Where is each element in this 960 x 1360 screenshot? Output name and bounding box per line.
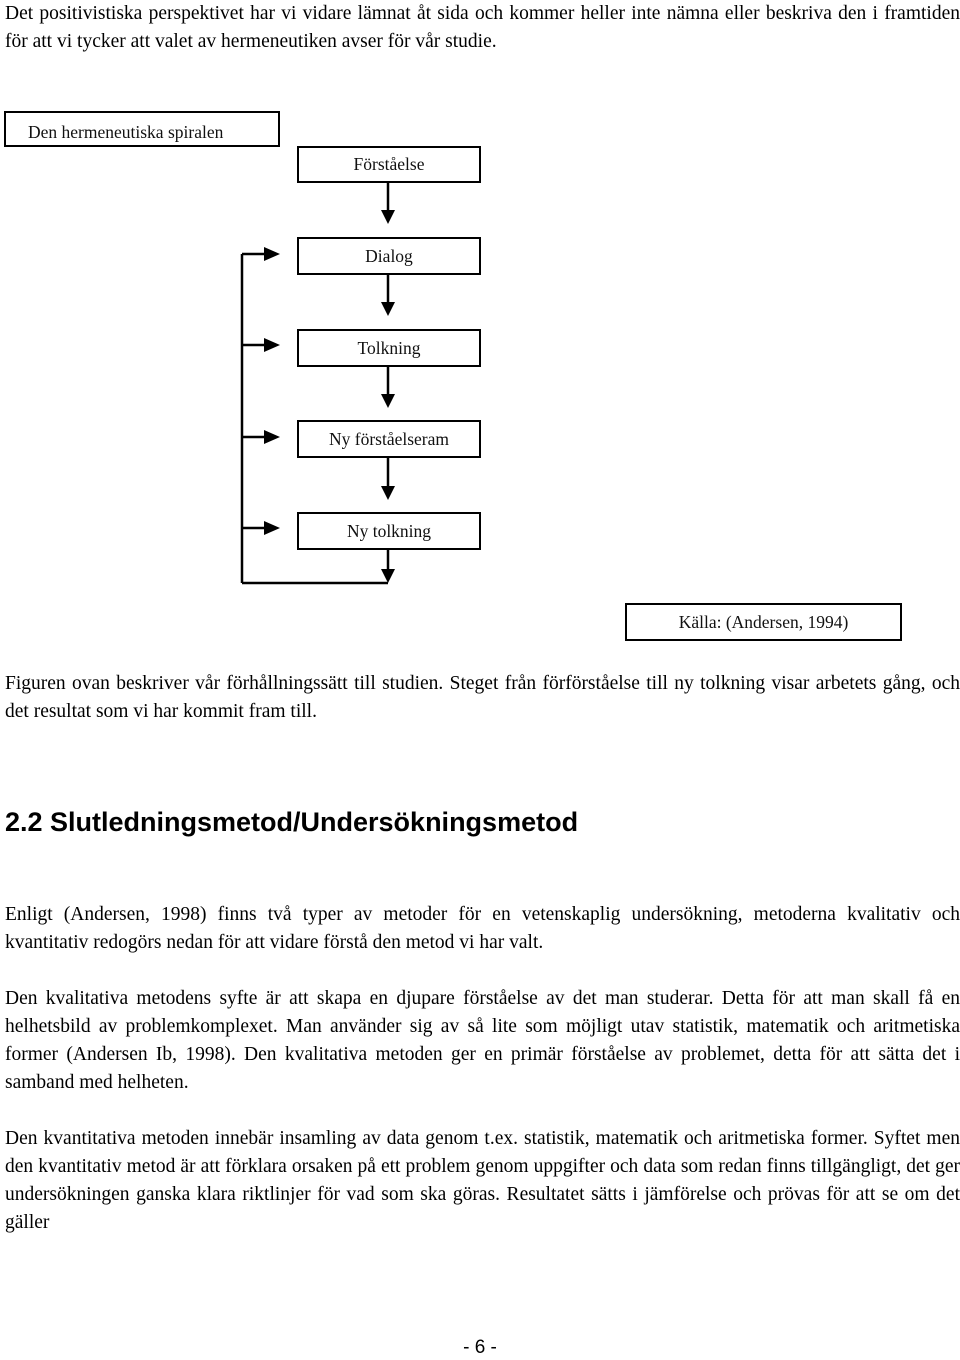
page-number: - 6 - [463,1337,497,1358]
diagram-title-box [4,111,280,147]
body-paragraph: Enligt (Andersen, 1998) finns två typer av metoder för en vetenskaplig undersökning, metoderna kvalitativ och kvantitativ redogörs nedan för att vidare förstå den metod vi har valt. [5,904,960,953]
step-label: Dialog [365,245,413,266]
step-label: Tolkning [357,337,421,358]
step-label: Ny tolkning [346,520,432,541]
step-label: Ny förståelseram [328,428,450,449]
body-paragraph: Den kvalitativa metodens syfte är att skapa en djupare förståelse av det man studerar. Detta för att man skall få en helhetsbild av problemkomplexet. Man använder sig av så lite som möjligt utav statistik, matematik och aritmetiska former (Andersen Ib, 1998). Den kvalitativa metoden ger en primär förståelse av problemet, detta för att sätta det i samband med helheten. [5,988,960,1093]
source-label: Källa: (Andersen, 1994) [678,611,849,632]
body-paragraph: Den kvantitativa metoden innebär insamling av data genom t.ex. statistik, matematik och aritmetiska former. Syftet men den kvantitativ metod är att förklara orsaken på ett problem genom uppgifter och data som redan finns tillgängligt, det ger undersökningen ganska klara riktlinjer för vad som ska göras. Resultatet sätts i jämförelse och prövas för att se om det gäller [5,1128,960,1233]
step-box-tolkning [297,329,481,367]
figure-caption: Figuren ovan beskriver vår förhållningssätt till studien. Steget från förförståelse till ny tolkning visar arbetets gång, och det resultat som vi har kommit fram till. [5,673,960,722]
step-box-forstaelse [297,146,481,183]
step-box-ny-tolkning [297,512,481,550]
intro-paragraph: Det positivistiska perspektivet har vi vidare lämnat åt sida och kommer heller inte nämna eller beskriva den i framtiden för att vi tycker att valet av hermeneutiken avser för vår studie. [5,3,960,52]
diagram-title: Den hermeneutiska spiralen [28,121,224,142]
step-box-ny-forstaelseram [297,420,481,458]
hermeneutic-spiral-connectors [0,0,960,600]
step-box-dialog [297,237,481,275]
source-box [625,603,902,641]
step-label: Förståelse [353,154,425,174]
section-heading: 2.2 Slutledningsmetod/Undersökningsmetod [5,807,579,837]
